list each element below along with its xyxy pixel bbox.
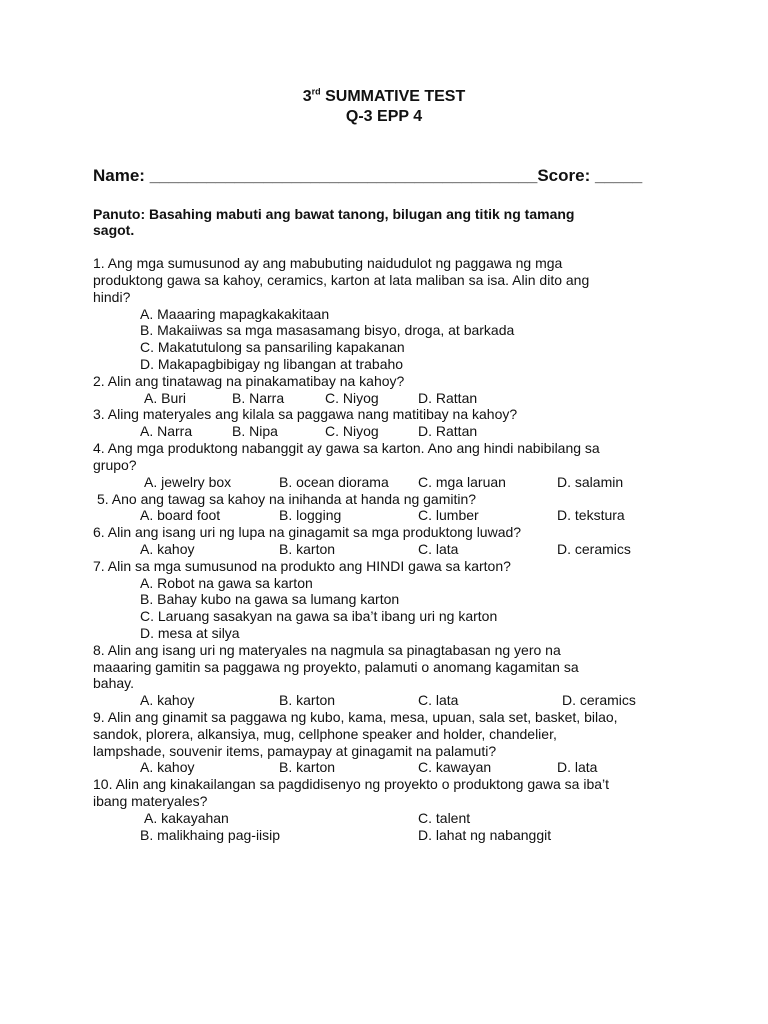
question-text: 10. Alin ang kinakailangan sa pagdidisenyo ng proyekto o produktong gawa sa iba’t xyxy=(93,776,610,792)
instructions-line: sagot. xyxy=(93,222,135,238)
name-label: Name: xyxy=(93,166,150,185)
page-title xyxy=(0,88,768,106)
answer-option: C. talent xyxy=(418,810,471,826)
answer-option: D. salamin xyxy=(557,474,624,490)
question-text: 7. Alin sa mga sumusunod na produkto ang HINDI gawa sa karton? xyxy=(93,558,511,574)
answer-option: D. lata xyxy=(557,759,598,775)
answer-option: B. logging xyxy=(279,507,342,523)
question-text: 6. Alin ang isang uri ng lupa na ginagamit sa mga produktong luwad? xyxy=(93,524,522,540)
answer-option: C. Makatutulong sa pansariling kapakanan xyxy=(140,339,405,355)
title-number: 3 xyxy=(302,88,312,105)
answer-option: D. tekstura xyxy=(557,507,625,523)
question-text: 1. Ang mga sumusunod ay ang mabubuting naidudulot ng paggawa ng mga xyxy=(93,255,563,271)
question-text: bahay. xyxy=(93,675,134,691)
answer-option: A. board foot xyxy=(140,507,221,523)
question-text: grupo? xyxy=(93,457,137,473)
answer-option: D. Makapagbibigay ng libangan at trabaho xyxy=(140,356,404,372)
score-label: Score: xyxy=(537,166,595,185)
name-blank: _________________________________________ xyxy=(149,166,538,185)
answer-option: D. mesa at silya xyxy=(140,625,240,641)
answer-option: C. Niyog xyxy=(325,423,379,439)
answer-option: B. Nipa xyxy=(232,423,278,439)
question-text: hindi? xyxy=(93,289,131,305)
answer-option: D. ceramics xyxy=(557,541,631,557)
page-subtitle: Q-3 EPP 4 xyxy=(345,108,423,125)
score-blank: _____ xyxy=(594,166,643,185)
answer-option: B. Bahay kubo na gawa sa lumang karton xyxy=(140,591,400,607)
answer-option: C. lumber xyxy=(418,507,479,523)
answer-option: A. jewelry box xyxy=(144,474,232,490)
question-text: 8. Alin ang isang uri ng materyales na nagmula sa pinagtabasan ng yero na xyxy=(93,642,561,658)
answer-option: C. lata xyxy=(418,541,459,557)
answer-option: B. malikhaing pag-iisip xyxy=(140,827,281,843)
answer-option: D. ceramics xyxy=(562,692,636,708)
answer-option: B. ocean diorama xyxy=(279,474,389,490)
answer-option: A. kakayahan xyxy=(144,810,229,826)
answer-option: A. Robot na gawa sa karton xyxy=(140,575,313,591)
question-text: produktong gawa sa kahoy, ceramics, karton at lata maliban sa isa. Alin dito ang xyxy=(93,272,590,288)
question-text: lampshade, souvenir items, pamaypay at ginagamit na palamuti? xyxy=(93,743,497,759)
answer-option: B. karton xyxy=(279,541,336,557)
title-text: SUMMATIVE TEST xyxy=(320,88,466,105)
answer-option: C. mga laruan xyxy=(418,474,506,490)
answer-option: A. Maaaring mapagkakakitaan xyxy=(140,306,330,322)
question-text: 4. Ang mga produktong nabanggit ay gawa sa karton. Ano ang hindi nabibilang sa xyxy=(93,440,600,456)
answer-option: A. kahoy xyxy=(140,759,195,775)
answer-option: A. kahoy xyxy=(140,692,195,708)
answer-option: C. Laruang sasakyan na gawa sa iba’t ibang uri ng karton xyxy=(140,608,498,624)
answer-option: A. kahoy xyxy=(140,541,195,557)
question-text: maaaring gamitin sa paggawa ng proyekto, palamuti o anomang kagamitan sa xyxy=(93,659,579,675)
answer-option: D. Rattan xyxy=(418,423,478,439)
answer-option: B. karton xyxy=(279,759,336,775)
question-text: ibang materyales? xyxy=(93,793,208,809)
answer-option: A. Buri xyxy=(144,390,187,406)
answer-option: B. karton xyxy=(279,692,336,708)
question-text: 2. Alin ang tinatawag na pinakamatibay na kahoy? xyxy=(93,373,405,389)
name-score-row xyxy=(93,166,673,186)
answer-option: D. lahat ng nabanggit xyxy=(418,827,552,843)
answer-option: C. kawayan xyxy=(418,759,492,775)
answer-option: A. Narra xyxy=(140,423,193,439)
question-text: 5. Ano ang tawag sa kahoy na inihanda at handa ng gamitin? xyxy=(97,491,477,507)
answer-option: B. Makaiiwas sa mga masasamang bisyo, droga, at barkada xyxy=(140,322,515,338)
instructions-line: Panuto: Basahing mabuti ang bawat tanong, bilugan ang titik ng tamang xyxy=(93,206,575,222)
answer-option: C. Niyog xyxy=(325,390,379,406)
answer-option: D. Rattan xyxy=(418,390,478,406)
question-text: sandok, plorera, alkansiya, mug, cellphone speaker and holder, chandelier, xyxy=(93,726,557,742)
answer-option: B. Narra xyxy=(232,390,285,406)
question-text: 9. Alin ang ginamit sa paggawa ng kubo, kama, mesa, upuan, sala set, basket, bilao, xyxy=(93,709,618,725)
question-text: 3. Aling materyales ang kilala sa paggawa nang matitibay na kahoy? xyxy=(93,406,518,422)
answer-option: C. lata xyxy=(418,692,459,708)
title-superscript: rd xyxy=(311,86,321,97)
